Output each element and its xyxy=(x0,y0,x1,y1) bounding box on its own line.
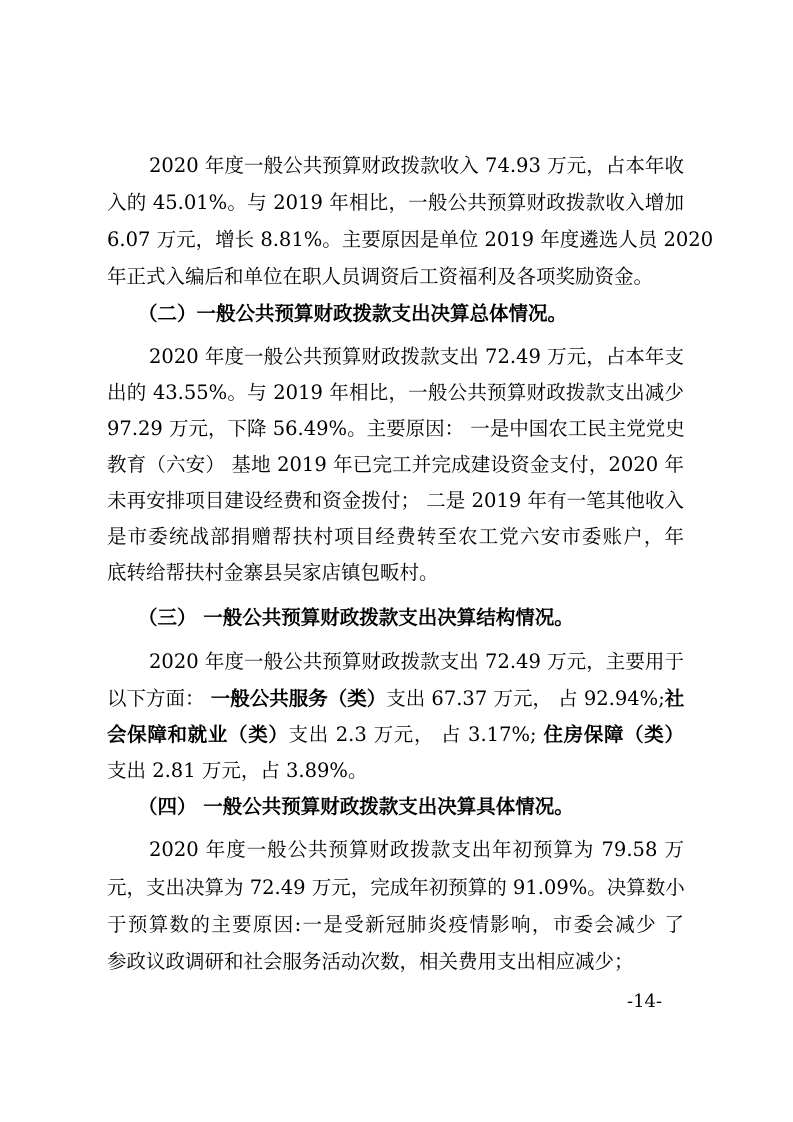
section-heading-4: （四） 一般公共预算财政拨款支出决算具体情况。 xyxy=(138,795,574,818)
para2-line2: 出的 43.55%。与 2019 年相比，一般公共预算财政拨款支出减少 xyxy=(107,381,684,404)
para1-line4: 年正式入编后和单位在职人员调资后工资福利及各项奖励资金。 xyxy=(107,265,654,288)
para2-line5: 未再安排项目建设经费和资金拨付； 二是 2019 年有一笔其他收入 xyxy=(107,489,684,512)
category-housing-security: 住房保障（类） xyxy=(543,723,684,746)
para1-line1: 2020 年度一般公共预算财政拨款收入 74.93 万元，占本年收 xyxy=(149,154,684,177)
para3-line3 xyxy=(107,719,684,751)
section-heading-3: （三） 一般公共预算财政拨款支出决算结构情况。 xyxy=(138,606,574,629)
para3-line2 xyxy=(107,683,684,715)
para3-line2-lead: 以下方面： xyxy=(107,687,211,710)
section-heading-2: （二）一般公共预算财政拨款支出决算总体情况。 xyxy=(138,302,568,325)
para3-line1: 2020 年度一般公共预算财政拨款支出 72.49 万元，主要用于 xyxy=(149,650,684,673)
para2-line1: 2020 年度一般公共预算财政拨款支出 72.49 万元，占本年支 xyxy=(149,345,684,368)
category-general-public-services: 一般公共服务（类） xyxy=(210,687,387,710)
para3-line4: 支出 2.81 万元，占 3.89%。 xyxy=(107,759,368,782)
para2-line4: 教育（六安） 基地 2019 年已完工并完成建设资金支付，2020 年 xyxy=(107,453,684,476)
para1-line3: 6.07 万元，增长 8.81%。主要原因是单位 2019 年度遴选人员 2020 xyxy=(107,228,714,251)
para2-line6: 是市委统战部捐赠帮扶村项目经费转至农工党六安市委账户，年 xyxy=(107,525,684,548)
para3-line3-amount: 支出 2.3 万元， 占 3.17%; xyxy=(288,723,544,746)
para4-line3: 于预算数的主要原因:一是受新冠肺炎疫情影响，市委会减少 了 xyxy=(107,913,684,936)
para4-line4: 参政议政调研和社会服务活动次数，相关费用支出相应减少； xyxy=(107,950,634,973)
para4-line1: 2020 年度一般公共预算财政拨款支出年初预算为 79.58 万 xyxy=(149,838,684,861)
para3-line2-amount: 支出 67.37 万元， 占 92.94%; xyxy=(386,687,665,710)
para2-line7: 底转给帮扶村金寨县吴家店镇包畈村。 xyxy=(107,561,439,584)
para4-line2: 元，支出决算为 72.49 万元，完成年初预算的 91.09%。决算数小 xyxy=(107,876,685,899)
page-number: -14- xyxy=(627,991,663,1012)
category-social-security-start: 社 xyxy=(664,687,685,710)
category-social-security-rest: 会保障和就业（类） xyxy=(107,723,289,746)
para2-line3: 97.29 万元，下降 56.49%。主要原因： 一是中国农工民主党党史 xyxy=(107,417,685,440)
para1-line2: 入的 45.01%。与 2019 年相比，一般公共预算财政拨款收入增加 xyxy=(107,191,684,214)
